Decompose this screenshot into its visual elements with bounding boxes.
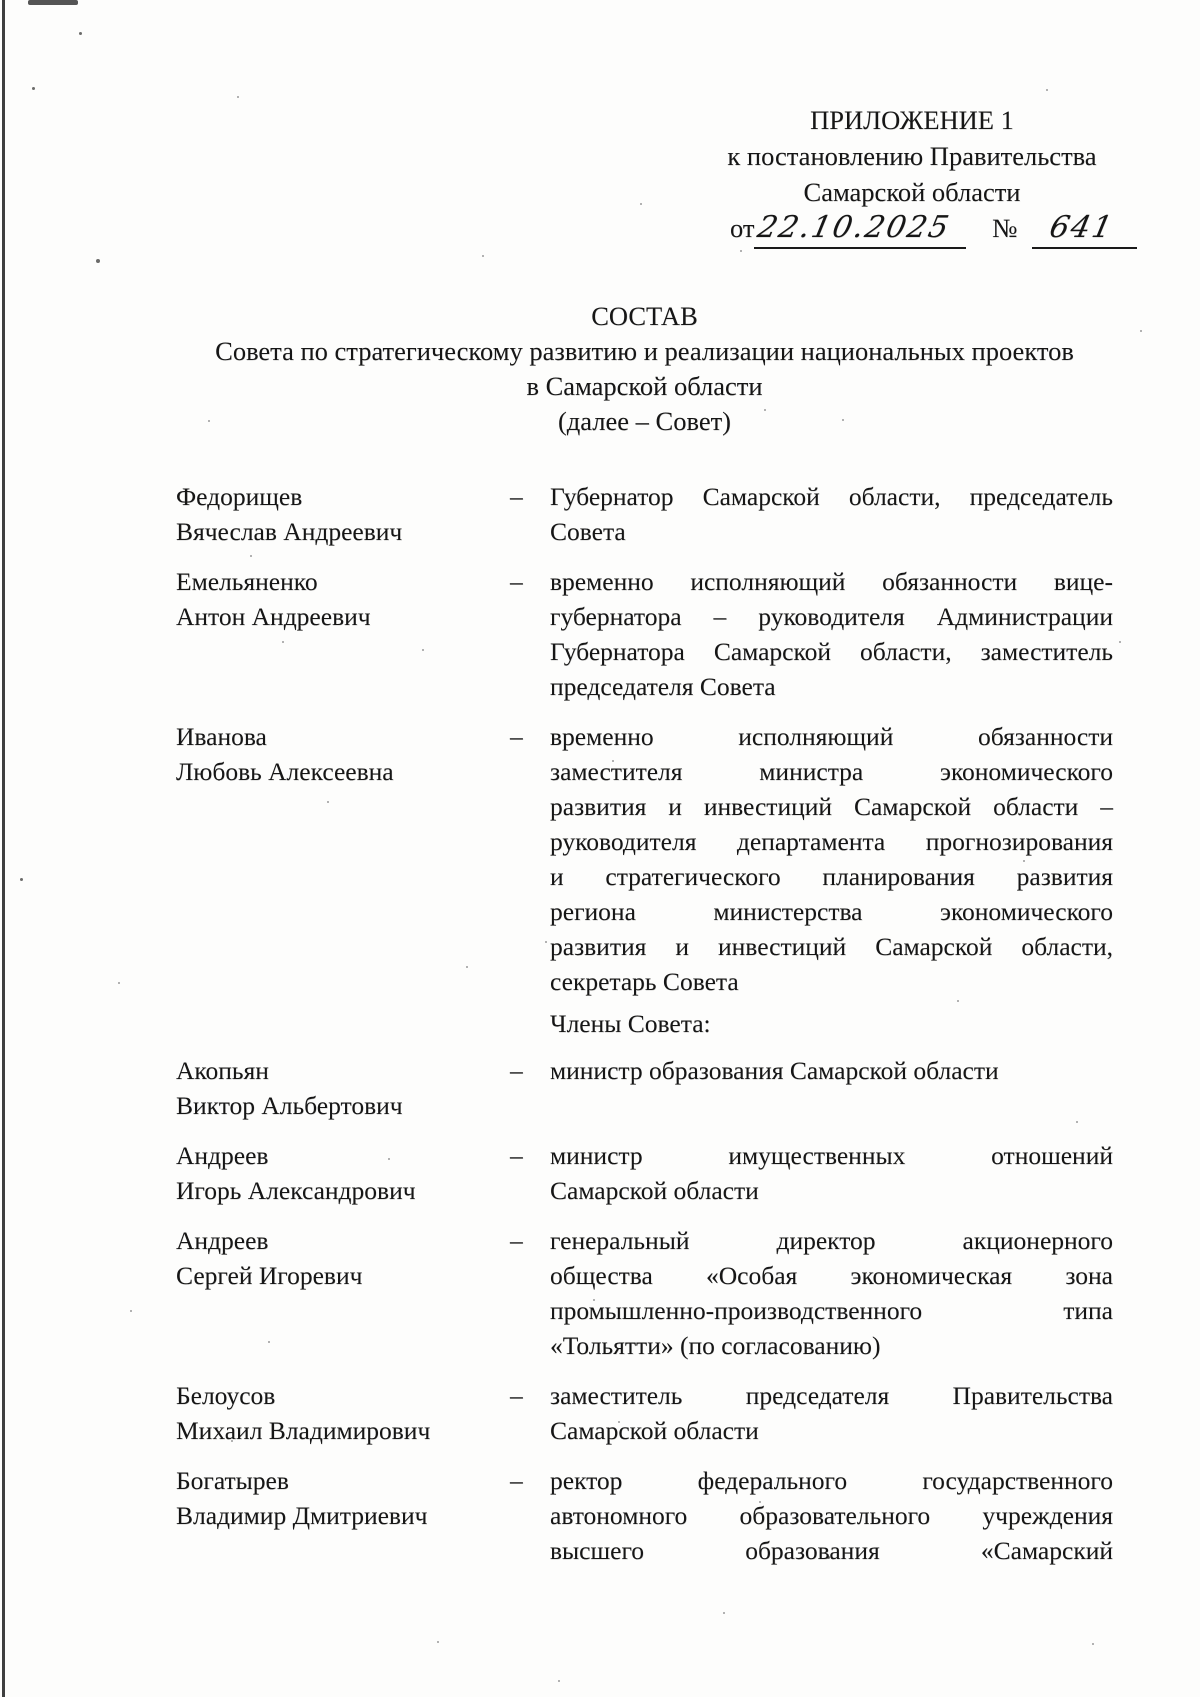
member-dash: –: [510, 1381, 523, 1410]
member-role: [550, 479, 1113, 549]
member-name: [176, 1463, 510, 1533]
decree-line: к постановлению Правительства: [727, 141, 1097, 171]
role-line: Губернатора Самарской области, заместитель: [550, 637, 1113, 666]
member-role: [550, 1223, 1113, 1363]
role-line: «Тольятти» (по согласованию): [550, 1331, 881, 1360]
member-row: [176, 719, 1113, 999]
member-surname: Белоусов: [176, 1381, 276, 1410]
role-line: временно исполняющий обязанности вице-: [550, 567, 1113, 596]
member-firstname: Игорь Александрович: [176, 1176, 416, 1205]
role-line: заместитель председателя Правительства: [550, 1381, 1113, 1410]
scan-speck: [237, 96, 239, 98]
scan-speck: [130, 1310, 132, 1312]
member-firstname: Вячеслав Андреевич: [176, 517, 403, 546]
member-firstname: Антон Андреевич: [176, 602, 371, 631]
date-number-line: [730, 210, 1124, 249]
section-heading: Члены Совета:: [550, 1009, 711, 1038]
member-role: [550, 1053, 1113, 1088]
scan-speck: [1092, 1643, 1094, 1645]
member-dash: –: [510, 1056, 523, 1085]
role-line: промышленно-производственного типа: [550, 1296, 1113, 1325]
scan-speck: [32, 87, 35, 90]
member-surname: Акопьян: [176, 1056, 269, 1085]
scan-speck: [740, 250, 742, 252]
role-line: Совета: [550, 517, 626, 546]
scan-speck: [723, 1612, 725, 1614]
member-dash: –: [510, 1141, 523, 1170]
member-row: [176, 479, 1113, 549]
handwritten-date: 22.10.2025: [754, 210, 955, 245]
role-line: высшего образования «Самарский: [550, 1536, 1113, 1565]
member-name: [176, 1378, 510, 1448]
role-line: и стратегического планирования развития: [550, 862, 1113, 891]
scan-speck: [437, 1641, 439, 1643]
member-row: [176, 1053, 1113, 1123]
role-line: руководителя департамента прогнозирования: [550, 827, 1113, 856]
member-surname: Андреев: [176, 1226, 269, 1255]
role-line: временно исполняющий обязанности: [550, 722, 1113, 751]
role-line: министр имущественных отношений: [550, 1141, 1113, 1170]
member-firstname: Михаил Владимирович: [176, 1416, 431, 1445]
member-surname: Богатырев: [176, 1466, 289, 1495]
role-line: региона министерства экономического: [550, 897, 1113, 926]
scan-speck: [20, 878, 23, 881]
role-line: Губернатор Самарской области, председатель: [550, 482, 1113, 511]
scan-speck: [558, 1680, 560, 1682]
scan-speck: [640, 203, 642, 205]
members-group-council: [176, 1053, 1113, 1568]
member-surname: Федорищев: [176, 482, 303, 511]
role-line: генеральный директор акционерного: [550, 1226, 1113, 1255]
member-name: [176, 479, 510, 549]
role-line: автономного образовательного учреждения: [550, 1501, 1113, 1530]
member-firstname: Виктор Альбертович: [176, 1091, 403, 1120]
scan-speck: [79, 32, 82, 35]
member-surname: Емельяненко: [176, 567, 318, 596]
member-name: [176, 1138, 510, 1208]
member-role: [550, 719, 1113, 999]
role-line: председателя Совета: [550, 672, 776, 701]
member-role: [550, 1463, 1113, 1568]
member-row: [176, 1378, 1113, 1448]
role-line: Самарской области: [550, 1416, 759, 1445]
role-line: общества «Особая экономическая зона: [550, 1261, 1113, 1290]
member-surname: Иванова: [176, 722, 267, 751]
role-line: развития и инвестиций Самарской области –: [550, 792, 1113, 821]
members-group-leadership: [176, 479, 1113, 999]
role-line: развития и инвестиций Самарской области,: [550, 932, 1113, 961]
number-underline: [1032, 210, 1137, 249]
member-name: [176, 1223, 510, 1293]
member-name: [176, 719, 510, 789]
member-row: [176, 564, 1113, 704]
title-alias-line: (далее – Совет): [557, 406, 731, 436]
scan-left-edge-line: [2, 0, 5, 1697]
document-title: [176, 299, 1113, 439]
role-line: Самарской области: [550, 1176, 759, 1205]
member-role: [550, 564, 1113, 704]
appendix-label: ПРИЛОЖЕНИЕ 1: [810, 105, 1014, 135]
member-dash: –: [510, 722, 523, 751]
role-line: заместителя министра экономического: [550, 757, 1113, 786]
member-row: [176, 1138, 1113, 1208]
title-word: СОСТАВ: [591, 301, 698, 331]
member-row: [176, 1223, 1113, 1363]
scan-speck: [118, 982, 120, 984]
region-line: Самарской области: [803, 177, 1021, 207]
member-dash: –: [510, 567, 523, 596]
member-name: [176, 1053, 510, 1123]
council-members-list: [176, 479, 1113, 1583]
role-line: секретарь Совета: [550, 967, 739, 996]
member-firstname: Сергей Игоревич: [176, 1261, 363, 1290]
member-firstname: Владимир Дмитриевич: [176, 1501, 428, 1530]
member-row: [176, 1463, 1113, 1568]
scan-speck: [1119, 641, 1121, 643]
member-surname: Андреев: [176, 1141, 269, 1170]
title-council-line: Совета по стратегическому развитию и реализации национальных проектов: [215, 336, 1074, 366]
role-line: губернатора – руководителя Администрации: [550, 602, 1113, 631]
scan-speck: [96, 259, 100, 263]
member-firstname: Любовь Алексеевна: [176, 757, 394, 786]
appendix-header: [700, 102, 1124, 249]
role-line: ректор федерального государственного: [550, 1466, 1113, 1495]
member-name: [176, 564, 510, 634]
number-sign: №: [992, 213, 1018, 243]
title-region-line: в Самарской области: [526, 371, 763, 401]
handwritten-number: 641: [1045, 210, 1117, 245]
scan-speck: [482, 255, 484, 257]
member-role: [550, 1138, 1113, 1208]
member-dash: –: [510, 1466, 523, 1495]
scan-speck: [1140, 330, 1142, 332]
member-dash: –: [510, 482, 523, 511]
scan-corner-smudge: [28, 0, 78, 5]
member-dash: –: [510, 1226, 523, 1255]
role-line: министр образования Самарской области: [550, 1056, 999, 1085]
date-prefix: от: [730, 213, 755, 243]
date-underline: [754, 210, 966, 249]
scan-speck: [1046, 89, 1048, 91]
member-role: [550, 1378, 1113, 1448]
